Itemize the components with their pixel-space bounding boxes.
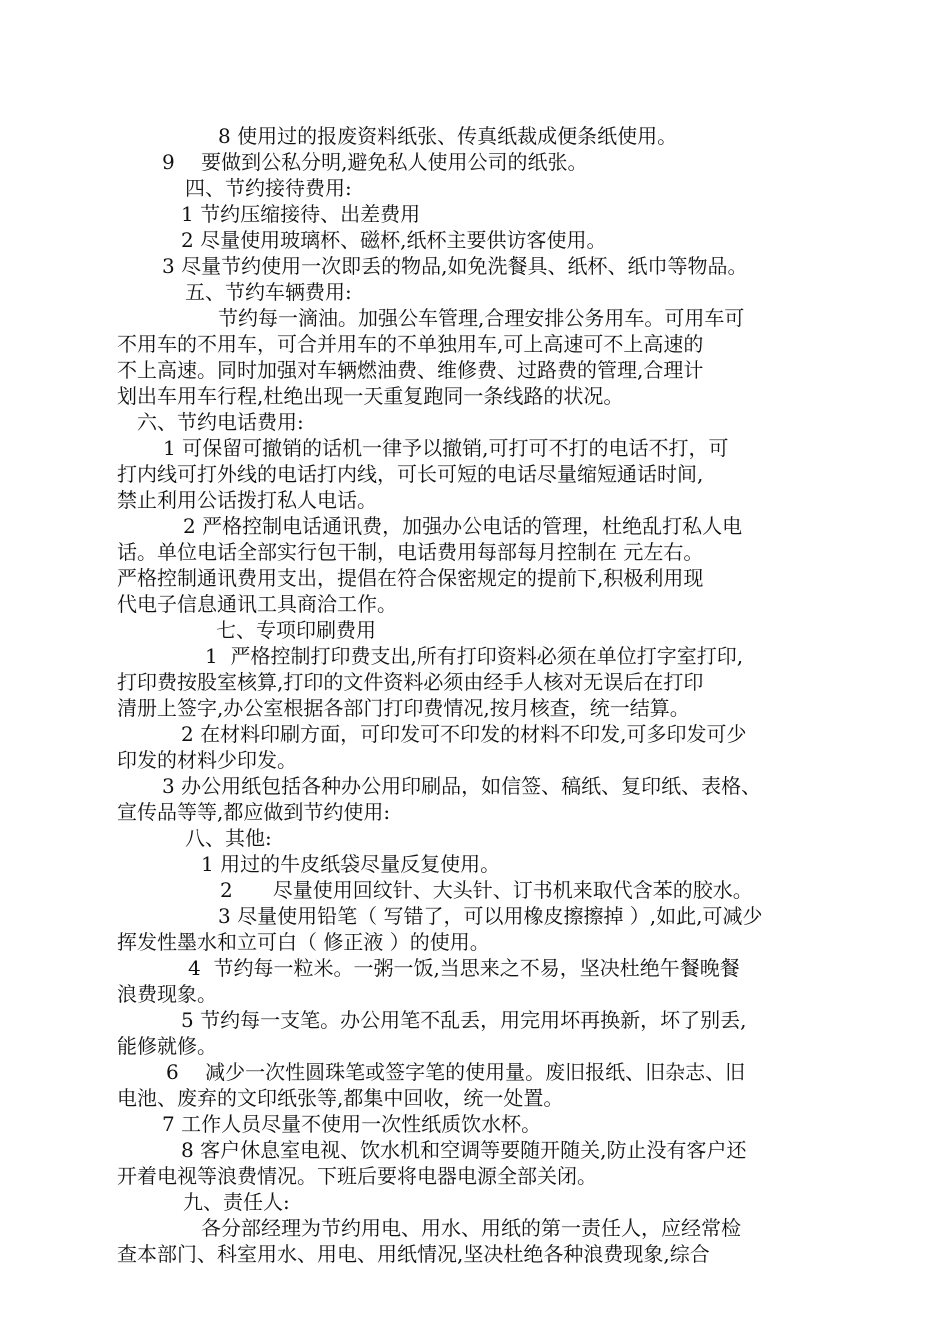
text-line: 8 客户休息室电视、饮水机和空调等要随开随关,防止没有客户还 — [181, 1138, 747, 1162]
section-heading: 六、节约电话费用: — [137, 410, 304, 434]
text-line: 话。单位电话全部实行包干制，电话费用每部每月控制在 元左右。 — [117, 540, 704, 564]
text-line: 划出车用车行程,杜绝出现一天重复跑同一条线路的状况。 — [117, 384, 624, 408]
text-line: 2 尽量使用回纹针、大头针、订书机来取代含苯的胶水。 — [220, 878, 753, 902]
text-line: 8 使用过的报废资料纸张、传真纸裁成便条纸使用。 — [218, 124, 678, 148]
section-heading: 八、其他: — [185, 826, 272, 850]
text-line: 挥发性墨水和立可白（ 修正液 ）的使用。 — [117, 930, 490, 954]
text-line: 印发的材料少印发。 — [117, 748, 297, 772]
text-line: 查本部门、科室用水、用电、用纸情况,坚决杜绝各种浪费现象,综合 — [117, 1242, 710, 1266]
text-line: 不上高速。同时加强对车辆燃油费、维修费、过路费的管理,合理计 — [117, 358, 704, 382]
text-line: 严格控制通讯费用支出，提倡在符合保密规定的提前下,积极利用现 — [117, 566, 704, 590]
text-line: 7 工作人员尽量不使用一次性纸质饮水杯。 — [162, 1112, 542, 1136]
text-line: 3 尽量使用铅笔（ 写错了，可以用橡皮擦擦掉 ）,如此,可减少 — [218, 904, 763, 928]
section-heading: 九、责任人: — [183, 1190, 290, 1214]
text-line: 清册上签字,办公室根据各部门打印费情况,按月核查，统一结算。 — [117, 696, 690, 720]
text-line: 6 减少一次性圆珠笔或签字笔的使用量。废旧报纸、旧杂志、旧 — [166, 1060, 746, 1084]
text-line: 3 办公用纸包括各种办公用印刷品，如信签、稿纸、复印纸、表格、 — [162, 774, 762, 798]
text-line: 能修就修。 — [117, 1034, 217, 1058]
text-line: 禁止利用公话拨打私人电话。 — [117, 488, 377, 512]
section-heading: 七、专项印刷费用 — [216, 618, 376, 642]
text-line: 浪费现象。 — [117, 982, 217, 1006]
text-line: 打印费按股室核算,打印的文件资料必须由经手人核对无误后在打印 — [117, 670, 704, 694]
text-line: 1 严格控制打印费支出,所有打印资料必须在单位打字室打印, — [205, 644, 744, 668]
text-line: 不用车的不用车，可合并用车的不单独用车,可上高速可不上高速的 — [117, 332, 704, 356]
text-line: 9 要做到公私分明,避免私人使用公司的纸张。 — [162, 150, 588, 174]
section-heading: 四、节约接待费用: — [185, 176, 352, 200]
text-line: 各分部经理为节约用电、用水、用纸的第一责任人，应经常检 — [201, 1216, 741, 1240]
text-line: 1 可保留可撤销的话机一律予以撤销,可打可不打的电话不打，可 — [163, 436, 729, 460]
text-line: 4 节约每一粒米。一粥一饭,当思来之不易，坚决杜绝午餐晚餐 — [188, 956, 740, 980]
text-line: 节约每一滴油。加强公车管理,合理安排公务用车。可用车可 — [218, 306, 745, 330]
text-line: 2 尽量使用玻璃杯、磁杯,纸杯主要供访客使用。 — [181, 228, 607, 252]
text-line: 1 节约压缩接待、出差费用 — [181, 202, 421, 226]
text-line: 宣传品等等,都应做到节约使用: — [117, 800, 391, 824]
text-line: 5 节约每一支笔。办公用笔不乱丢，用完用坏再换新，坏了别丢, — [181, 1008, 747, 1032]
section-heading: 五、节约车辆费用: — [185, 280, 352, 304]
text-line: 2 严格控制电话通讯费，加强办公电话的管理，杜绝乱打私人电 — [183, 514, 743, 538]
text-line: 电池、废弃的文印纸张等,都集中回收，统一处置。 — [117, 1086, 564, 1110]
text-line: 3 尽量节约使用一次即丢的物品,如免洗餐具、纸杯、纸巾等物品。 — [162, 254, 748, 278]
text-line: 1 用过的牛皮纸袋尽量反复使用。 — [201, 852, 501, 876]
text-line: 2 在材料印刷方面，可印发可不印发的材料不印发,可多印发可少 — [181, 722, 747, 746]
text-line: 打内线可打外线的电话打内线，可长可短的电话尽量缩短通话时间, — [117, 462, 704, 486]
text-line: 开着电视等浪费情况。下班后要将电器电源全部关闭。 — [117, 1164, 597, 1188]
text-line: 代电子信息通讯工具商洽工作。 — [117, 592, 397, 616]
